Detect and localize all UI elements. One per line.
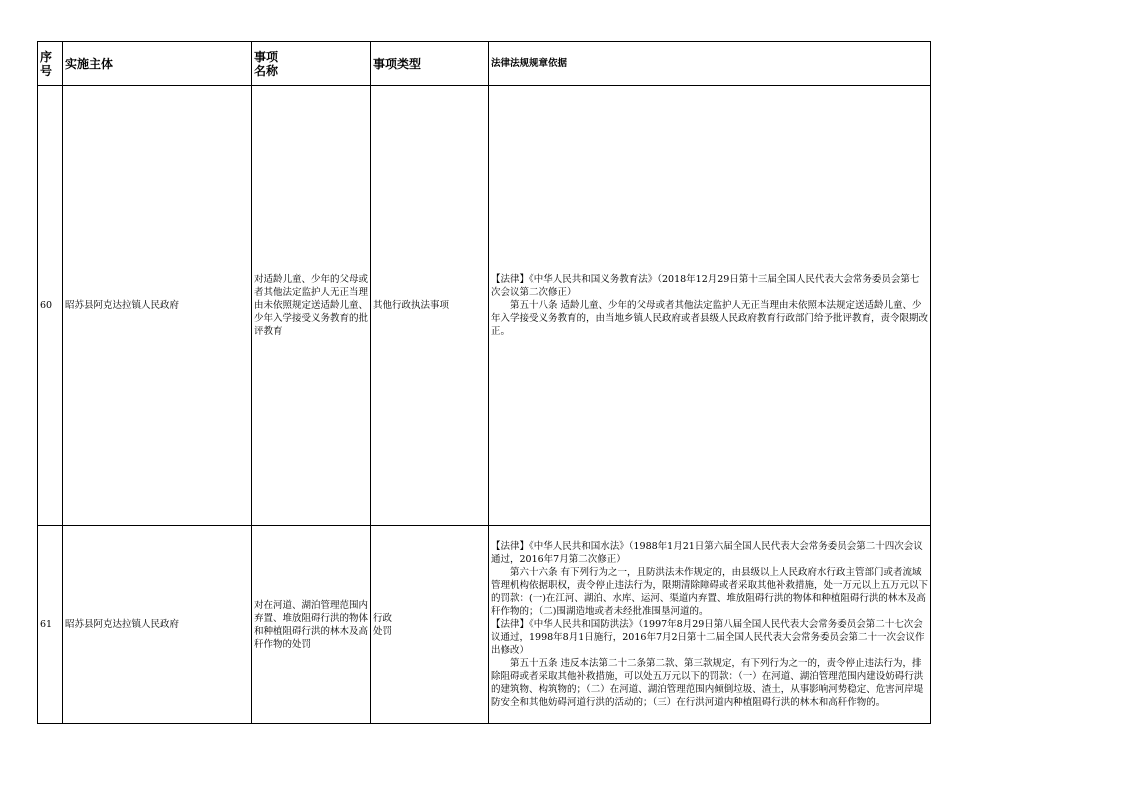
law-paragraph: 第五十八条 适龄儿童、少年的父母或者其他法定监护人无正当理由未依照本法规定送适龄儿童、少年入学接受义务教育的，由当地乡镇人民政府或者县级人民政府教育行政部门给予批评教育，责令限期改正。 — [491, 300, 929, 337]
cell-item: 对适龄儿童、少年的父母或者其他法定监护人无正当理由未依照规定送适龄儿童、少年入学接受义务教育的批评教育 — [252, 86, 371, 526]
table-row — [38, 526, 931, 724]
law-paragraph: 【法律】《中华人民共和国防洪法》（1997年8月29日第八届全国人民代表大会常务委员会第二十七次会议通过，1998年8月1日施行，2016年7月2日第十二届全国人民代表大会常务委员会第二十一次会议作出修改） — [491, 619, 925, 656]
cell-seq: 61 — [38, 526, 63, 724]
table-row — [38, 86, 931, 526]
header-row — [38, 42, 931, 86]
cell-type — [371, 526, 489, 724]
cell-entity: 昭苏县阿克达拉镇人民政府 — [63, 526, 252, 724]
law-paragraph: 【法律】《中华人民共和国义务教育法》（2018年12月29日第十三届全国人民代表大会常务委员会第七次会议第二次修正） — [491, 274, 920, 298]
header-law: 法律法规规章依据 — [489, 42, 931, 86]
cell-item: 对在河道、湖泊管理范围内弃置、堆放阻碍行洪的物体和种植阻碍行洪的林木及高秆作物的处罚 — [252, 526, 371, 724]
cell-type: 其他行政执法事项 — [371, 86, 489, 526]
header-item — [252, 42, 371, 86]
enforcement-items-table — [37, 41, 931, 724]
law-paragraph: 【法律】《中华人民共和国水法》（1988年1月21日第六届全国人民代表大会常务委员会第二十四次会议通过，2016年7月第二次修正） — [491, 541, 923, 565]
cell-entity: 昭苏县阿克达拉镇人民政府 — [63, 86, 252, 526]
header-item-text: 事项名称 — [254, 49, 279, 78]
cell-law — [489, 526, 931, 724]
header-entity: 实施主体 — [63, 42, 252, 86]
cell-seq: 60 — [38, 86, 63, 526]
law-paragraph: 第六十六条 有下列行为之一，且防洪法未作规定的，由县级以上人民政府水行政主管部门或者流域管理机构依据职权，责令停止违法行为，限期清除障碍或者采取其他补救措施，处一万元以上五万元以下的罚款：(一)在江河、湖泊、水库、运河、渠道内弃置、堆放阻碍行洪的物体和种植阻碍行洪的林木及高秆作物的；（二)围湖造地或者未经批准围垦河道的。 — [491, 567, 929, 617]
cell-law — [489, 86, 931, 526]
header-seq: 序号 — [38, 42, 63, 86]
cell-type-text: 行政处罚 — [373, 612, 393, 637]
law-paragraph: 第五十五条 违反本法第二十二条第二款、第三款规定，有下列行为之一的，责令停止违法行为，排除阻碍或者采取其他补救措施，可以处五万元以下的罚款：（一）在河道、湖泊管理范围内建设妨碍行洪的建筑物、构筑物的；（二）在河道、湖泊管理范围内倾倒垃圾、渣土，从事影响河势稳定、危害河岸堤防安全和其他妨碍河道行洪的活动的；（三）在行洪河道内种植阻碍行洪的林木和高秆作物的。 — [491, 658, 924, 708]
header-type: 事项类型 — [371, 42, 489, 86]
